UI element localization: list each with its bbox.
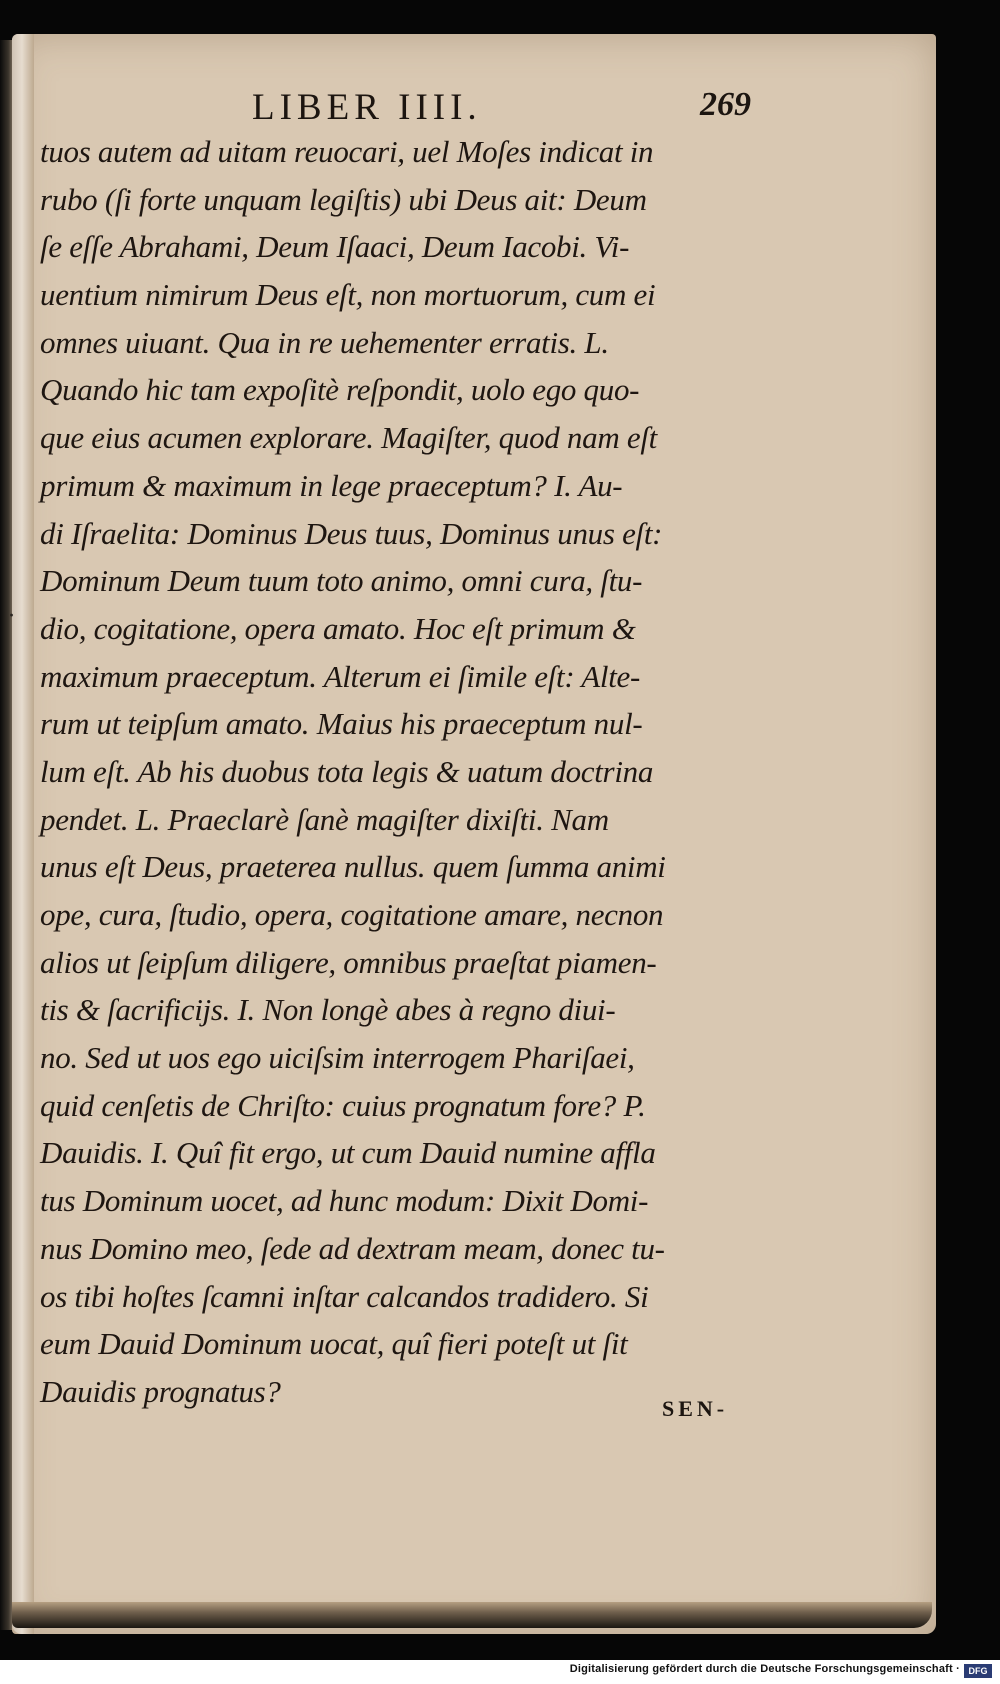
catchword: SEN- (662, 1396, 729, 1421)
text-line: rubo (ſi forte unquam legiſtis) ubi Deus ait: Deum (40, 181, 647, 217)
text-line: di Iſraelita: Dominus Deus tuus, Dominus unus eſt: (40, 515, 663, 551)
folio-number: 269 (700, 86, 751, 123)
text-line: unus eſt Deus, praeterea nullus. quem ſumma animi (40, 849, 666, 885)
text-line: Dominum Deum tuum toto animo, omni cura, ſtu- (40, 563, 643, 599)
text-line: que eius acumen explorare. Magiſter, quod nam eſt (40, 420, 657, 456)
text-line: Dauidis prognatus? (40, 1373, 281, 1409)
text-line: tus Dominum uocet, ad hunc modum: Dixit Domi- (40, 1183, 649, 1219)
text-line: no. Sed ut uos ego uiciſsim interrogem Phariſaei, (40, 1040, 635, 1076)
text-line: Dauidis. I. Quî fit ergo, ut cum Dauid numine affla (40, 1135, 656, 1171)
text-line: omnes uiuant. Qua in re uehementer erratis. L. (40, 324, 609, 360)
text-line: nus Domino meo, ſede ad dextram meam, donec tu- (40, 1230, 665, 1266)
text-line: alios ut ſeipſum diligere, omnibus praeſtat piamen- (40, 944, 657, 980)
text-line: lum eſt. Ab his duobus tota legis & uatum doctrina (40, 753, 654, 789)
footer-credit: Digitalisierung gefördert durch die Deutsche Forschungsgemeinschaft · (569, 1663, 960, 1675)
text-line: rum ut teipſum amato. Maius his praeceptum nul- (40, 706, 643, 742)
text-line: os tibi hoſtes ſcamni inſtar calcandos tradidero. Si (40, 1278, 649, 1314)
dfg-logo-icon[interactable]: DFG (964, 1664, 992, 1678)
footer-bar (0, 1660, 1000, 1684)
text-line: ſe eſſe Abrahami, Deum Iſaaci, Deum Iacobi. Vi- (40, 229, 630, 265)
running-head: LIBER IIII. (252, 87, 482, 128)
text-line: Quando hic tam expoſitè reſpondit, uolo ego quo- (40, 372, 640, 408)
text-line: eum Dauid Dominum uocat, quî fieri poteſt ut ſit (40, 1326, 628, 1362)
text-line: quid cenſetis de Chriſto: cuius prognatum fore? P. (40, 1087, 646, 1123)
text-line: primum & maximum in lege praeceptum? I. Au- (40, 467, 623, 503)
text-line: uentium nimirum Deus eſt, non mortuorum, cum ei (40, 277, 656, 313)
text-line: pendet. L. Praeclarè ſanè magiſter dixiſti. Nam (40, 801, 609, 837)
page-gutter (12, 34, 34, 1634)
page-bottom-edge (12, 1602, 932, 1628)
text-line: maximum praeceptum. Alterum ei ſimile eſt: Alte- (40, 658, 640, 694)
text-line: dio, cogitatione, opera amato. Hoc eſt primum & (40, 610, 636, 646)
text-block (40, 128, 770, 1416)
text-line: tuos autem ad uitam reuocari, uel Moſes indicat in (40, 134, 654, 169)
margin-mark: · (8, 604, 15, 629)
text-line: tis & ſacrificijs. I. Non longè abes à regno diui- (40, 992, 616, 1028)
text-line: ope, cura, ſtudio, opera, cogitatione amare, necnon (40, 897, 664, 932)
